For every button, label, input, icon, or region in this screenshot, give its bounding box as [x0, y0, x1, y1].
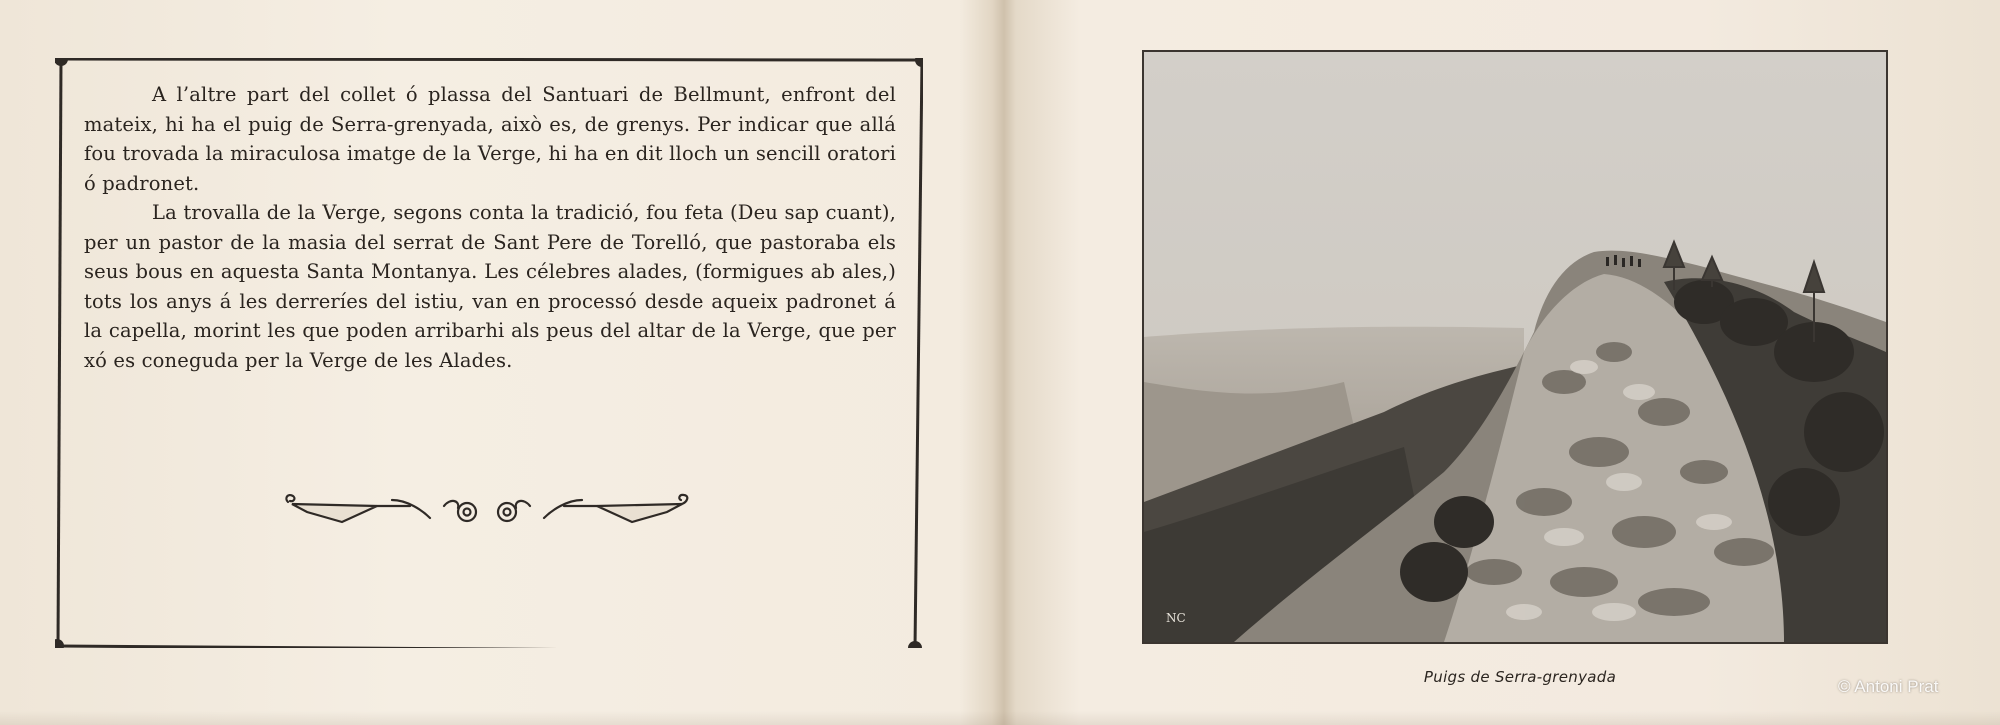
mountain-photo [1142, 50, 1888, 644]
text-body [84, 80, 896, 375]
paragraph-1: A l’altre part del collet ó plassa del Santuari de Bellmunt, enfront del mateix, hi ha el puig de Serra-grenyada, això es, de grenys. Per indicar que allá fou trovada la miraculosa imatge de la Verge, hi ha en dit lloch un sencill oratori ó padronet. [84, 83, 896, 195]
photo-monogram: NC [1166, 611, 1186, 625]
paragraph-2: La trovalla de la Verge, segons conta la tradició, fou feta (Deu sap cuant), per un pastor de la masia del serrat de Sant Pere de Torelló, que pastoraba els seus bous en aquesta Santa Montanya. Les célebres alades, (formigues ab ales,) tots los anys á les derreríes del istiu, van en processó desde aqueix padronet á la capella, morint les que poden arribarhi als peus del altar de la Verge, que per xó es coneguda per la Verge de les Alades. [84, 201, 896, 372]
photo-caption: Puigs de Serra-grenyada [1423, 668, 1617, 686]
copyright-watermark: © Antoni Prat [1838, 677, 1939, 696]
decorative-ornament [282, 488, 692, 532]
page-shadow [0, 711, 2000, 725]
